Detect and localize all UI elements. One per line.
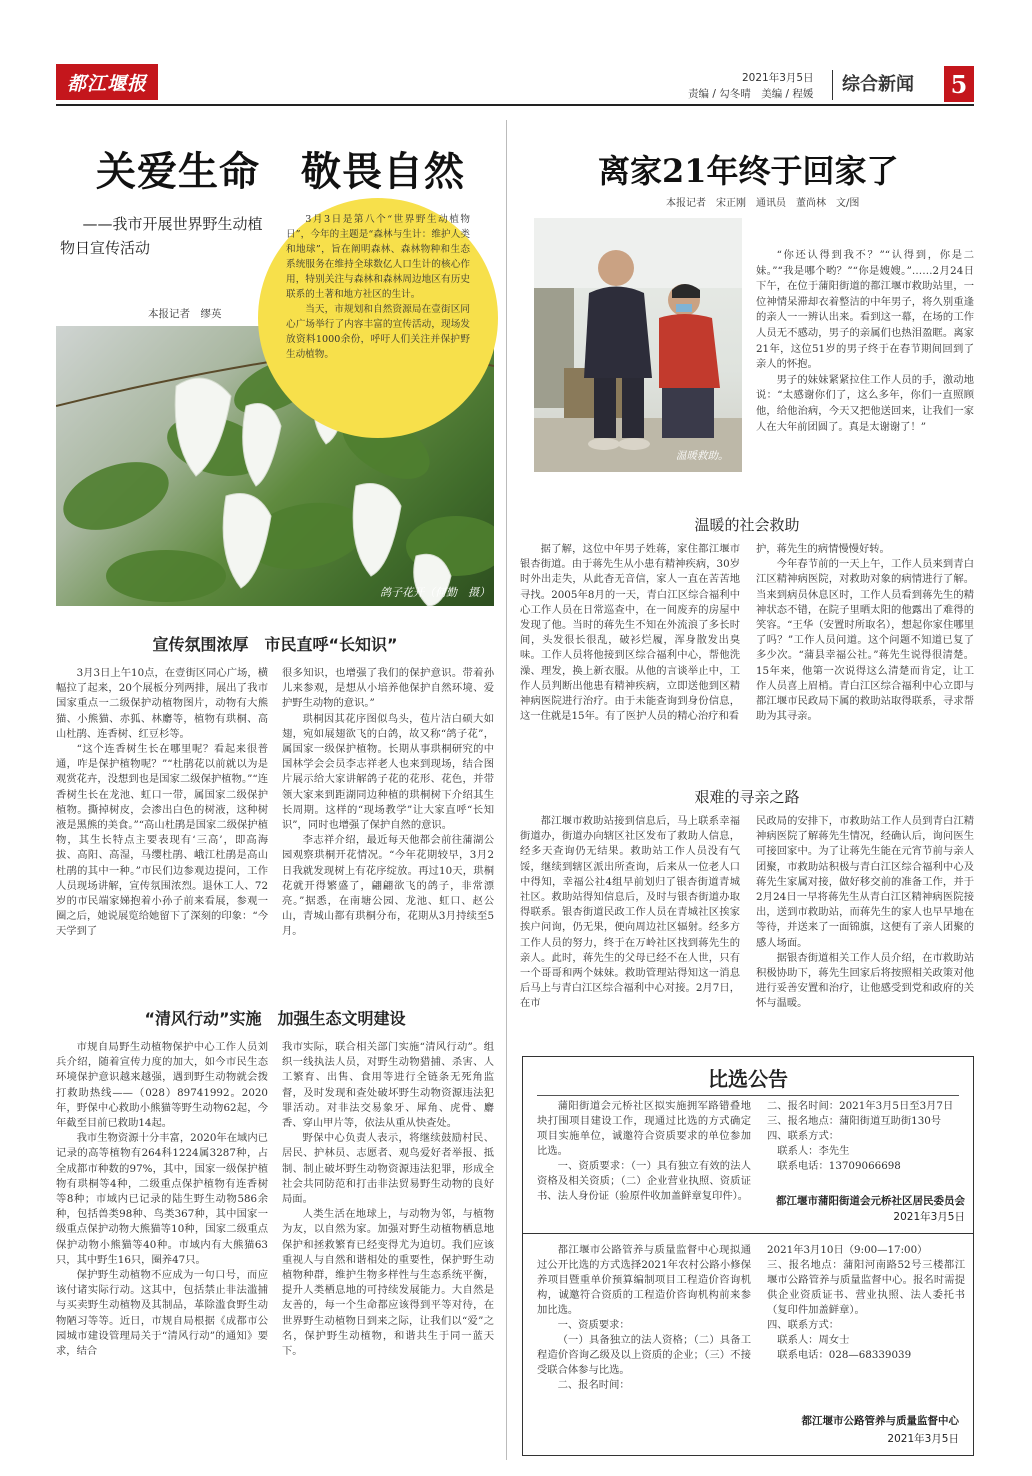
paragraph: 联系人：周女士 [777, 1334, 850, 1346]
section-name: 综合新闻 [842, 74, 914, 95]
paragraph: 四、联系方式： [767, 1319, 840, 1331]
bubble-para-1: 3月3日是第八个“世界野生动植物日”，今年的主题是“森林与生计：维护人类和地球”，旨在阐明森林、森林物种和生态系统服务在维持全球数亿人口生计的核心作用，特别关注与森林和森林周边地区有历史联系的土著和地方社区的生计。 [286, 214, 470, 300]
paragraph: 很多知识，也增强了我们的保护意识。带着孙儿来参观，是想从小培养他保护自然环境、爱护野生动物的意识。” [282, 667, 494, 710]
left-section-2-title: “清风行动”实施 加强生态文明建设 [144, 1009, 406, 1028]
paragraph: “这个连香树生长在哪里呢？看起来很普通，咋是保护植物呢？”“杜鹃花以前就以为是观赏花卉，没想到也是国家二级保护植物。”“连香树生长在龙池、虹口一带，属国家二级保护植物。撕掉树皮，会渗出白色的树液，这种树液是黑熊的美食。”“高山杜鹃是国家二级保护植物，其生长特点主要表现有‘三高’，即高海拔、高阳、高湿，马缨杜鹃、峨江杜鹃是高山杜鹃的其中一种。”市民们边参观边提问，工作人员现场讲解，宣传氛围浓烈。退休工人、72岁的市民端家娣抱着小孙子前来看展，参观一圈之后，她说展览给她留下了深刻的印象：“今天学到了 [56, 743, 268, 938]
right-section-1-title: 温暖的社会救助 [694, 516, 800, 534]
left-s2-col2 [282, 1040, 494, 1359]
paragraph: 三、报名地点：蒲阳河南路52号三楼都江堰市公路管养与质量监督中心。报名时需提供企业资质证书、营业执照、法人委托书（复印件加盖鲜章）。 [767, 1259, 965, 1316]
right-byline: 本报记者 宋正刚 通讯员 董尚林 文/图 [666, 198, 860, 209]
paragraph: 三、报名地点：蒲阳街道互助街130号 [767, 1115, 942, 1127]
paragraph: 保护野生动植物不应成为一句口号，而应该付诸实际行动。这其中，包括禁止非法滥捕与买卖野生动植物及其制品，革除滥食野生动物陋习等等。近日，市规自局根据《成都市公园城市建设管理局关于“清风行动”的通知》要求，结合 [56, 1269, 268, 1358]
notice-title: 比选公告 [708, 1067, 788, 1091]
paragraph: 蒲阳街道会元桥社区拟实施拥军路错叠地块打围项目建设工作，现通过比选的方式确定项目实施单位，诚邀符合资质要求的单位参加比选。 [537, 1100, 751, 1157]
paragraph: “你还认得到我不？”“认得到，你是二妹。”“我是哪个哟？”“你是嫂嫂。”……2月24日下午，在位于蒲阳街道的都江堰市救助站里，一位神情呆滞却衣着整洁的中年男子，将久别重逢的亲人一一辨认出来。看到这一幕，在场的工作人员无不感动，男子的亲属们也热泪盈眶。离家21年，这位51岁的男子终于在春节期间回到了亲人的怀抱。 [756, 249, 974, 371]
left-s1-col1 [56, 666, 268, 940]
paragraph: 3月3日上午10点，在壹街区同心广场，横幅拉了起来，20个展板分列两排，展出了我市国家重点一二级保护动植物图片，动物有大熊猫、小熊猫、赤狐、林麝等，植物有珙桐、高山杜鹃、连香树、红豆杉等。 [56, 667, 268, 740]
notice-2-col1 [537, 1243, 751, 1393]
paragraph: 二、报名时间：2021年3月5日至3月7日 [767, 1100, 954, 1112]
paragraph: 2021年3月10日（9:00—17:00） [767, 1244, 928, 1256]
right-s1-col1 [520, 542, 740, 724]
issue-date: 2021年3月5日 [742, 72, 814, 84]
paragraph: 一、资质要求： [557, 1319, 630, 1331]
paragraph: 联系人：李先生 [777, 1145, 850, 1157]
notice-1-col2 [767, 1099, 965, 1174]
page-number: 5 [944, 66, 974, 102]
paragraph: 男子的妹妹紧紧拉住工作人员的手，激动地说：“太感谢你们了，这么多年，你们一直照顾他，给他治病，今天又把他送回来，让我们一家人在大年前团圆了。真是太谢谢了！” [756, 373, 974, 433]
left-byline: 本报记者 缪英 [148, 308, 222, 320]
notice-title-rule [537, 1095, 959, 1096]
notice-box [522, 1056, 974, 1456]
reunion-illustration [534, 218, 742, 472]
paragraph: 都江堰市救助站接到信息后，马上联系幸福街道办，街道办向辖区社区发布了救助人信息，经多天查询仍无结果。救助站工作人员没有气馁，继续到辖区派出所查询，后来从一位老人口中得知，幸福公社4组早前划归了银杏街道青城社区。救助站得知信息后，及时与银杏街道办取得联系。银杏街道民政工作人员在青城社区挨家挨户问询，仍无果，便向周边社区辐射。经多方工作人员的努力，终于在万岭社区找到蒋先生的亲人。此时，蒋先生的父母已经不在人世，只有一个哥哥和两个妹妹。救助管理站得知这一消息后马上与青白江区综合福利中心对接。2月7日，在市 [520, 815, 740, 1010]
notice-1-col1 [537, 1099, 751, 1204]
paragraph: 人类生活在地球上，与动物为邻，与植物为友，以自然为家。加强对野生动植物栖息地保护和拯救繁育已经变得尤为迫切。我们应该重视人与自然和谐相处的重要性，保护野生动植物种群，维护生物多样性与生态系统平衡，提升人类栖息地的可持续发展能力。大自然是友善的，每一个生命都应该得到平等对待，在世界野生动植物日到来之际，让我们以“爱”之名，保护野生动植物，和谐共生于同一蓝天下。 [282, 1208, 494, 1358]
right-headline: 离家21年终于回家了 [598, 152, 899, 190]
paragraph: 珙桐因其花序图似鸟头，苞片洁白硕大如翅，宛如展翅欲飞的白鸽，故又称“鸽子花”，属国家一级保护植物。长期从事珙桐研究的中国林学会会员李志祥老人也来到现场，结合图片展示给大家讲解鸽子花的花形、花色，并带领大家来到距湖同边种植的珙桐树下介绍其生长周期。这样的“现场教学”让大家直呼“长知识”，同时也增强了保护自然的意识。 [282, 712, 494, 832]
paragraph: 据银杏街道相关工作人员介绍，在市救助站积极协助下，蒋先生回家后将按照相关政策对他进行妥善安置和治疗，让他感受到党和政府的关怀与温暖。 [756, 951, 974, 1010]
left-s2-col1 [56, 1040, 268, 1359]
photo-caption-reunion: 温暖救助。 [676, 450, 729, 462]
right-section-2-title: 艰难的寻亲之路 [694, 788, 800, 806]
masthead-rule [56, 104, 974, 106]
notice-2-col2 [767, 1243, 965, 1363]
page-editors: 责编 / 勾冬晴 美编 / 程媛 [688, 88, 814, 100]
paragraph: 联系电话：13709066698 [777, 1160, 901, 1172]
paragraph: 今年春节前的一天上午，工作人员来到青白江区精神病医院，对救助对象的病情进行了解。当来到病员休息区时，工作人员看到蒋先生的精神状态不错，在院子里晒太阳的他露出了难得的笑容。“王华（安置时所取名），想起你家住哪里了吗？”工作人员问道。这个问题不知道已复了多少次。“蒲县幸福公社。”蒋先生说得很清楚。15年来，他第一次说得这么清楚而肯定，让工作人员喜上眉梢。青白江区综合福利中心立即与都江堰市民政局下属的救助站取得联系，寻求帮助为其寻亲。 [756, 558, 974, 723]
notice-1-signature: 都江堰市蒲阳街道会元桥社区居民委员会 [776, 1195, 965, 1207]
paragraph: 四、联系方式： [767, 1130, 840, 1142]
paragraph: 二、报名时间： [557, 1379, 630, 1391]
left-headline: 关爱生命 敬畏自然 [96, 149, 465, 195]
reunion-photo [534, 218, 742, 472]
notice-2-signature: 都江堰市公路管养与质量监督中心 [801, 1415, 959, 1427]
right-intro [756, 248, 974, 435]
paragraph: 民政局的安排下，市救助站工作人员到青白江精神病医院了解蒋先生情况，经确认后，询问医生可接回家中。为了让蒋先生能在元宵节前与亲人团聚，市救助站积极与青白江区综合福利中心及蒋先生家属对接，做好移交前的准备工作，并于2月24日一早将蒋先生从青白江区精神病医院接出，送到市救助站，而蒋先生的家人也早早地在等待，并送来了一面锦旗，这便有了亲人团聚的感人场面。 [756, 815, 974, 949]
right-s2-col2 [756, 814, 974, 1012]
right-s2-col1 [520, 814, 740, 1012]
paragraph: 李志祥介绍，最近每天他都会前往蒲湖公园观察珙桐开花情况。“今年花期较早，3月2日我就发现树上有花序绽放。再过10天，珙桐花就开得繁盛了，翩翩欲飞的鸽子，非常漂亮。”据悉，在南塘公园、龙池、虹口、赵公山，青城山都有珙桐分布，花期从3月持续至5月。 [282, 834, 494, 938]
column-divider [506, 120, 507, 1460]
paragraph: 一、资质要求：（一）具有独立有效的法人资格及相关资质；（二）企业营业执照、资质证书、法人身份证（验原件收加盖鲜章复印件）。 [537, 1160, 751, 1202]
paragraph: 联系电话：028—68339039 [777, 1349, 912, 1361]
paragraph: 都江堰市公路管养与质量监督中心现拟通过公开比选的方式选择2021年农村公路小修保养项目暨重单价预算编制项目工程造价咨询机构，诚邀符合资质的工程造价咨询机构前来参加比选。 [537, 1244, 751, 1316]
notice-divider [523, 1233, 973, 1234]
paragraph: 市规自局野生动植物保护中心工作人员刘兵介绍，随着宣传力度的加大，如今市民生态环境保护意识越来越强，遇到野生动物就会拨打救助热线——（028）89741992。2020年，野保中心救助小熊猫等野生动物62起，今年截至目前已救助14起。 [56, 1041, 268, 1130]
paragraph: 野保中心负责人表示，将继续鼓励村民、居民、护林员、志愿者、观鸟爱好者举报、抵制、制止破坏野生动物资源违法犯罪，形成全社会共同防范和打击非法贸易野生动物的良好局面。 [282, 1132, 494, 1206]
paragraph: 我市实际，联合相关部门实施“清风行动”。组织一线执法人员，对野生动物猎捕、杀害、人工繁育、出售、食用等进行全链条无死角监督，及时发现和查处破坏野生动物资源违法犯罪活动。对非法交易象牙、犀角、虎骨、麝香、穿山甲片等，依法从重从快查处。 [282, 1041, 494, 1130]
left-s1-col2 [282, 666, 494, 940]
paragraph: （一）具备独立的法人资格；（二）具备工程造价咨询乙级及以上资质的企业；（三）不接受联合体参与比选。 [537, 1334, 751, 1376]
bubble-para-2: 当天，市规划和自然资源局在壹街区同心广场举行了内容丰富的宣传活动，现场发放资料1000余份，呼吁人们关注并保护野生动植物。 [286, 304, 470, 360]
paragraph: 护，蒋先生的病情慢慢好转。 [756, 543, 890, 555]
newspaper-logo: 都江堰报 [56, 64, 158, 100]
intro-bubble [258, 198, 498, 438]
notice-1-date: 2021年3月5日 [893, 1211, 965, 1223]
photo-caption-flower: 鸽子花开（何勤 摄） [380, 586, 490, 599]
paragraph: 据了解，这位中年男子姓蒋，家住都江堰市银杏街道。由于蒋先生从小患有精神疾病，30岁时外出走失，从此杳无音信，家人一直在苦苦地寻找。2005年8月的一天，青白江区综合福利中心工作人员在日常巡查中，在一间废弃的房屋中发现了他。当时的蒋先生不知在外流浪了多长时间，头发很长很乱，破衫烂履，浑身散发出臭味。工作人员将他接到区综合福利中心，帮他洗澡、理发，换上新衣服。从他的言谈举止中，工作人员判断出他患有精神疾病，立即送他到区精神病医院进行治疗。由于未能查询到身份信息，这一住就是15年。有了医护人员的精心治疗和看 [520, 543, 740, 723]
left-section-1-title: 宣传氛围浓厚 市民直呼“长知识” [152, 635, 398, 654]
paragraph: 我市生物资源十分丰富，2020年在域内已记录的高等植物有264科1224属3287种，占全成都市种数的97%，其中，国家一级保护植物有珙桐等4种，二级重点保护植物有连香树等8种；市域内已记录的陆生野生动物586余种，包括兽类98种、鸟类367种，其中国家一级重点保护动物大熊猫等10种，国家二级重点保护动物小熊猫等40种。市域内有大熊猫63只，其中野生16只，圈养47只。 [56, 1132, 268, 1266]
section-divider [832, 70, 833, 100]
left-subhead: ——我市开展世界野生动植物日宣传活动 [60, 215, 263, 257]
notice-2-date: 2021年3月5日 [887, 1433, 959, 1445]
right-s1-col2 [756, 542, 974, 724]
